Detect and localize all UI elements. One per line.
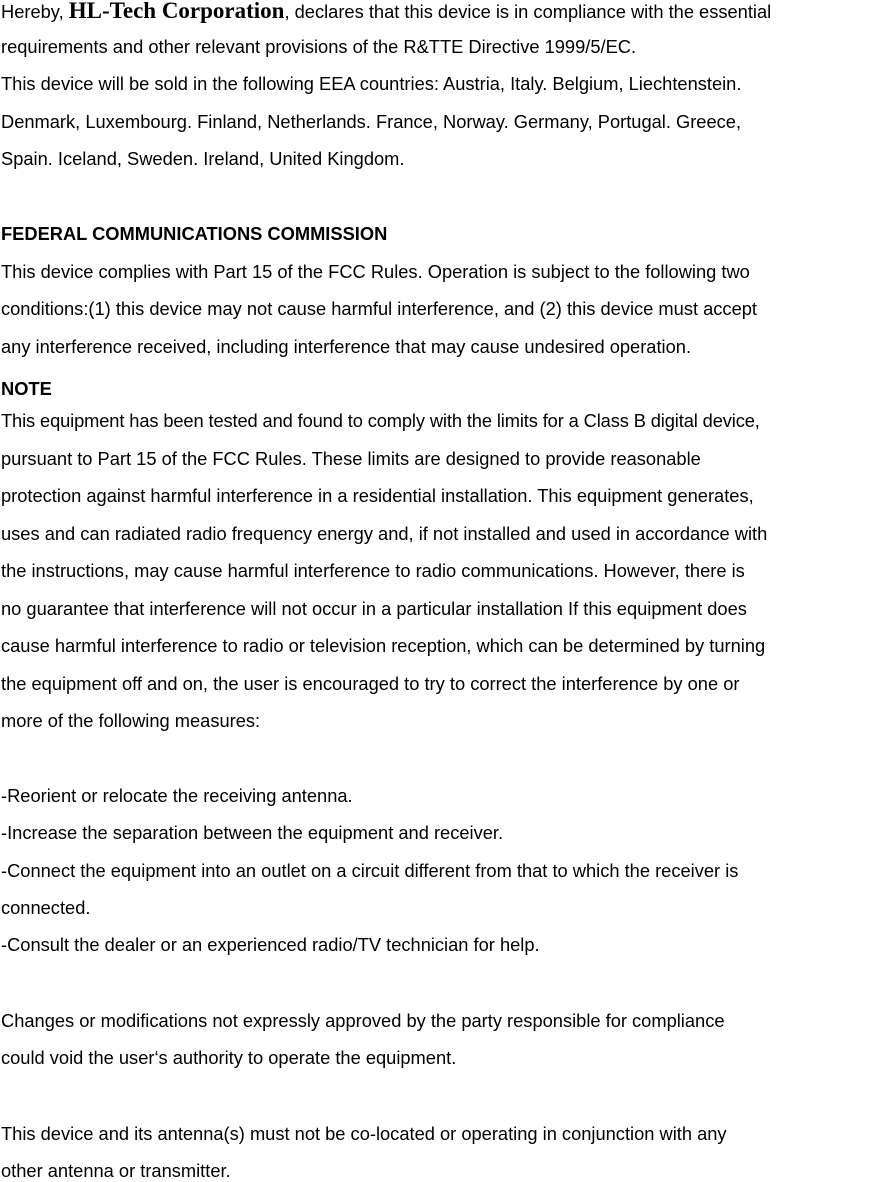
note-line-4: uses and can radiated radio frequency energy and, if not installed and used in accordance with	[1, 523, 768, 544]
measure-increase-separation: -Increase the separation between the equipment and receiver.	[1, 822, 504, 843]
measure-reorient: -Reorient or relocate the receiving antenna.	[1, 785, 353, 806]
changes-line-2: could void the user‘s authority to operate the equipment.	[1, 1047, 457, 1068]
note-line-3: protection against harmful interference in a residential installation. This equipment generates,	[1, 485, 754, 506]
note-line-8: the equipment off and on, the user is encouraged to try to correct the interference by one or	[1, 673, 740, 694]
fcc-line-1: This device complies with Part 15 of the FCC Rules. Operation is subject to the following two	[1, 261, 750, 282]
note-line-7: cause harmful interference to radio or television reception, which can be determined by turning	[1, 635, 766, 656]
rtte-declaration-line-2: requirements and other relevant provisions of the R&TTE Directive 1999/5/EC.	[1, 36, 637, 57]
measure-connect-outlet: -Connect the equipment into an outlet on a circuit different from that to which the receiver is	[1, 860, 739, 881]
note-line-2: pursuant to Part 15 of the FCC Rules. These limits are designed to provide reasonable	[1, 448, 701, 469]
countries-line-1: This device will be sold in the following EEA countries: Austria, Italy. Belgium, Liechtenstein.	[1, 73, 742, 94]
countries-line-3: Spain. Iceland, Sweden. Ireland, United Kingdom.	[1, 148, 405, 169]
intro-prefix: Hereby,	[1, 1, 69, 22]
measure-consult-dealer: -Consult the dealer or an experienced radio/TV technician for help.	[1, 934, 540, 955]
rtte-declaration-line-1	[1, 0, 771, 23]
measure-connect-outlet-cont: connected.	[1, 897, 91, 918]
note-line-1: This equipment has been tested and found to comply with the limits for a Class B digital device,	[1, 410, 760, 431]
colocation-line-1: This device and its antenna(s) must not be co-located or operating in conjunction with any	[1, 1123, 727, 1144]
changes-line-1: Changes or modifications not expressly approved by the party responsible for compliance	[1, 1010, 725, 1031]
colocation-line-2: other antenna or transmitter.	[1, 1160, 231, 1181]
company-name: HL-Tech Corporation	[68, 0, 285, 23]
note-line-5: the instructions, may cause harmful interference to radio communications. However, there is	[1, 560, 745, 581]
fcc-heading: FEDERAL COMMUNICATIONS COMMISSION	[1, 223, 388, 244]
fcc-line-3: any interference received, including interference that may cause undesired operation.	[1, 336, 692, 357]
note-line-9: more of the following measures:	[1, 710, 261, 731]
note-heading: NOTE	[1, 378, 52, 399]
intro-suffix: , declares that this device is in compliance with the essential	[284, 1, 772, 22]
fcc-line-2: conditions:(1) this device may not cause harmful interference, and (2) this device must accept	[1, 298, 757, 319]
countries-line-2: Denmark, Luxembourg. Finland, Netherlands. France, Norway. Germany, Portugal. Greece,	[1, 111, 742, 132]
note-line-6: no guarantee that interference will not occur in a particular installation If this equipment does	[1, 598, 747, 619]
